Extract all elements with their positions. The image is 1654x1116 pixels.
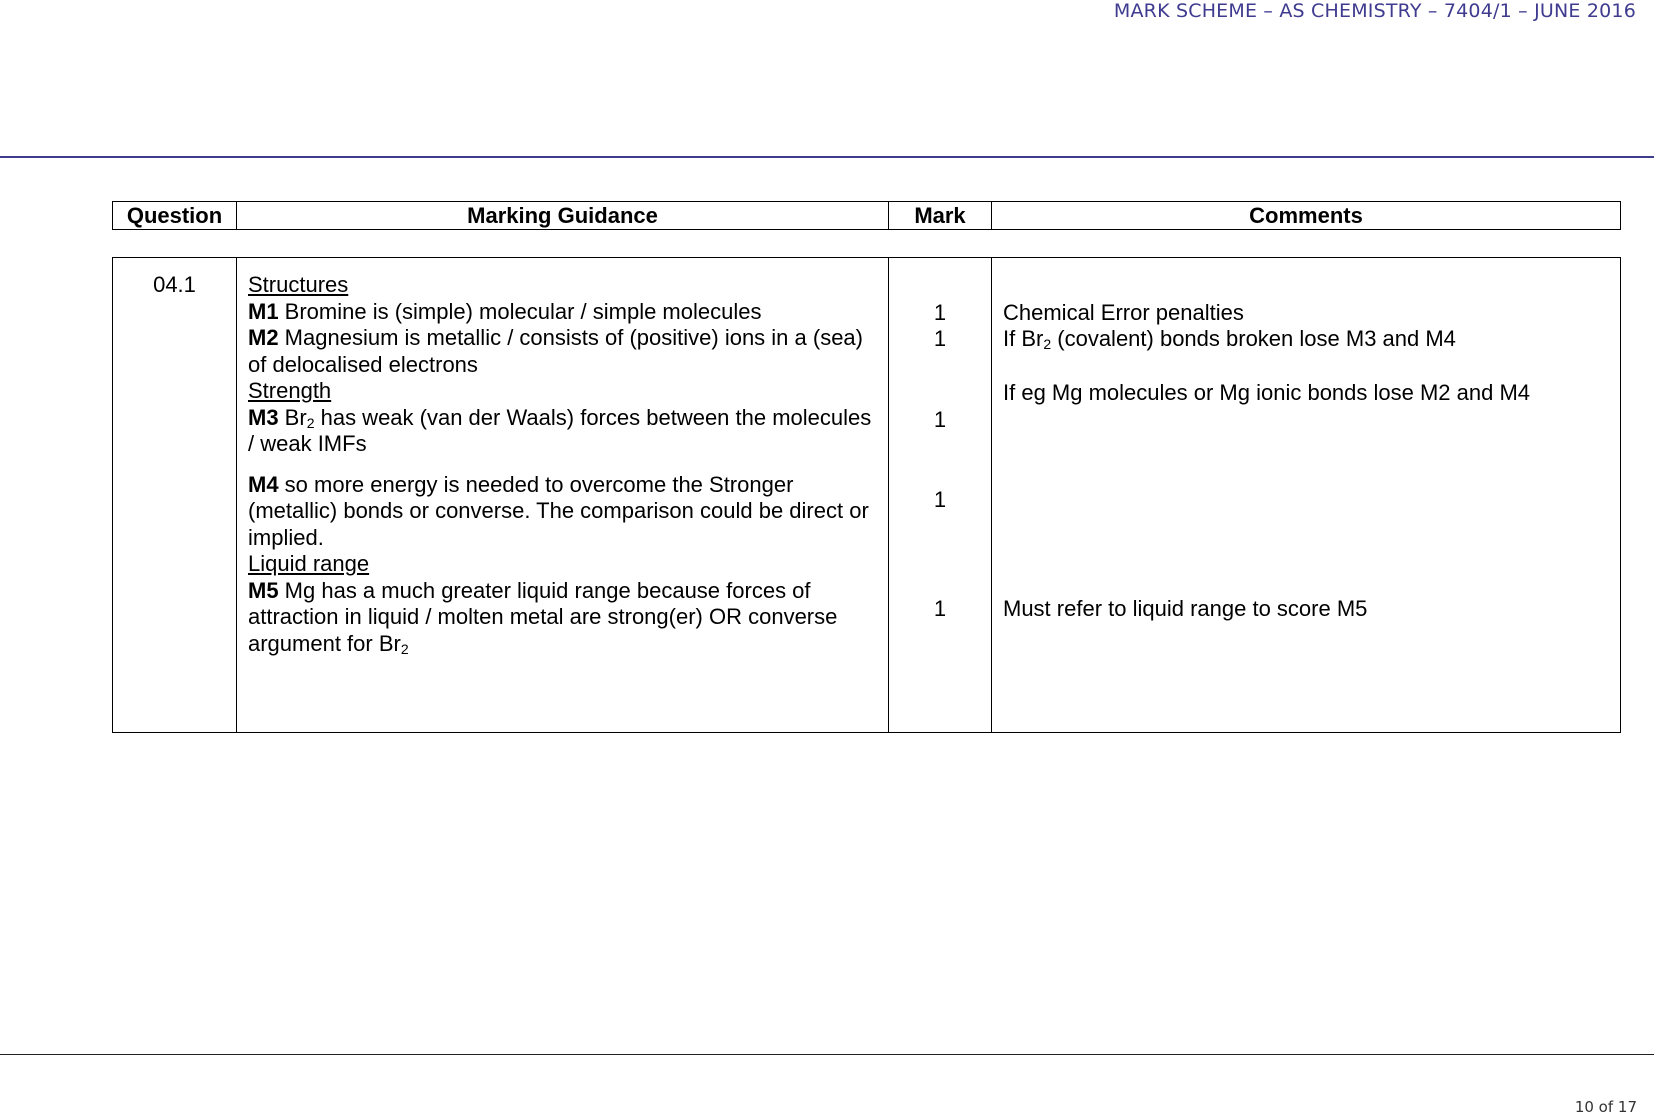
marking-guidance — [237, 258, 889, 733]
mark-m5: 1 — [933, 596, 947, 621]
guidance-m2: M2 Magnesium is metallic / consists of (positive) ions in a (sea) of delocalised electrons — [248, 325, 863, 377]
guidance-m1: M1 Bromine is (simple) molecular / simple molecules — [248, 298, 762, 324]
page-number: 10 of 17 — [1574, 1098, 1637, 1116]
question-number: 04.1 — [113, 258, 237, 733]
strength-heading: Strength — [248, 378, 332, 403]
mark-m2: 1 — [933, 326, 947, 351]
liquid-range-heading: Liquid range — [248, 551, 370, 576]
header-title: MARK SCHEME – AS CHEMISTRY – 7404/1 – JUNE 2016 — [1113, 0, 1636, 22]
header-comments: Comments — [992, 202, 1621, 230]
footer-rule — [0, 1054, 1654, 1055]
comment-chemical-error: Chemical Error penalties — [1003, 300, 1244, 325]
comment-ionic-bonds: If eg Mg molecules or Mg ionic bonds lose M2 and M4 — [1003, 380, 1531, 405]
table-row — [113, 258, 1621, 733]
guidance-m3: M3 $Br_2$ has weak (van der Waals) forces between the molecules / weak IMFs — [248, 404, 872, 456]
header-mark: Mark — [889, 202, 992, 230]
header-rule — [0, 156, 1654, 158]
guidance-m4: M4 so more energy is needed to overcome the Stronger (metallic) bonds or converse. The comparison could be direct or implied. — [248, 471, 869, 550]
mark-m4: 1 — [933, 487, 947, 512]
comment-liquid-range: Must refer to liquid range to score M5 — [1003, 596, 1368, 621]
comment-covalent-bonds: If $Br_2$ (covalent) bonds broken lose M3 and M4 — [1003, 326, 1456, 352]
marks-cell — [889, 258, 992, 733]
header-marking-guidance: Marking Guidance — [237, 202, 889, 230]
structures-heading: Structures — [248, 272, 349, 297]
mark-m1: 1 — [933, 300, 947, 325]
column-header-table — [112, 201, 1621, 230]
comments-cell — [992, 258, 1621, 733]
mark-scheme-table — [112, 257, 1621, 733]
header-question: Question — [113, 202, 237, 230]
mark-m3: 1 — [933, 407, 947, 432]
guidance-m5: M5 Mg has a much greater liquid range because forces of attraction in liquid / molten metal are strong(er) OR converse argument for $Br_2$ — [248, 577, 838, 657]
